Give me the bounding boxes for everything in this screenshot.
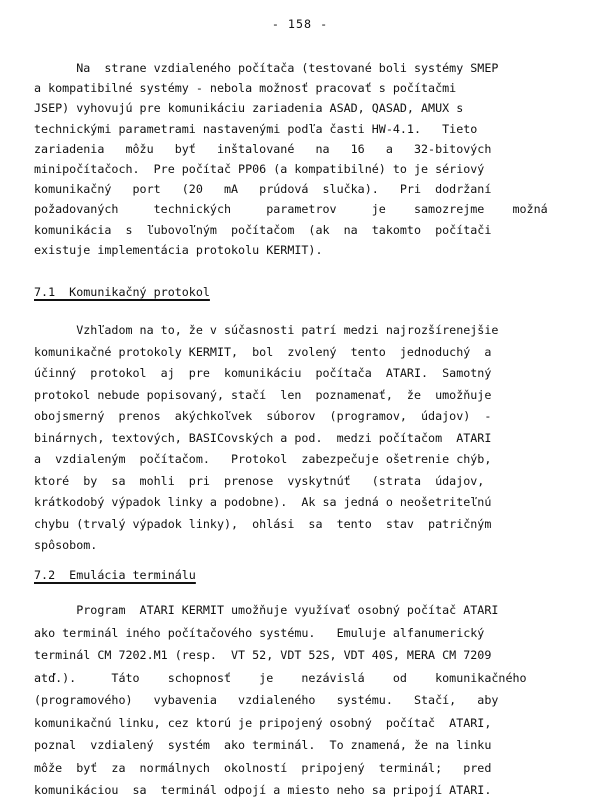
text-line: terminál CM 7202.M1 (resp. VT 52, VDT 52S, VDT 40S, MERA CM 7209 [34,648,492,662]
text-line: existuje implementácia protokolu KERMIT). [34,242,323,257]
text-line: komunikácia s ľubovoľným počítačom (ak na takomto počítači [34,222,492,237]
text-line: účinný protokol aj pre komunikáciu počítača ATARI. Samotný [34,366,492,380]
section-heading-7-1: 7.1 Komunikačný protokol [34,285,210,299]
text-line: komunikačnú linku, cez ktorú je pripojený osobný počítač ATARI, [34,715,492,730]
text-line: Program ATARI KERMIT umožňuje využívať osobný počítač ATARI [34,603,499,617]
text-line: JSEP) vyhovujú pre komunikáciu zariadenia ASAD, QASAD, AMUX s [34,101,464,116]
text-line: obojsmerný prenos akýchkoľvek súborov (programov, údajov) - [34,409,492,423]
text-line: binárnych, textových, BASICovských a pod. medzi počítačom ATARI [34,430,492,445]
text-line: Na strane vzdialeného počítača (testované boli systémy SMEP [34,61,499,75]
text-line: ako terminál iného počítačového systému. Emuluje alfanumerický [34,625,485,640]
text-line: komunikačný port (20 mA prúdová slučka). Pri dodržaní [34,182,492,197]
text-line: chybu (trvalý výpadok linky), ohlási sa tento stav patričným [34,516,492,531]
text-line: komunikačné protokoly KERMIT, bol zvolený tento jednoduchý a [34,344,492,359]
text-line: spôsobom. [34,538,98,552]
text-line: krátkodobý výpadok linky a podobne). Ak sa jedná o neošetriteľnú [34,495,492,509]
text-line: a kompatibilné systémy - nebola možnosť pracovať s počítačmi [34,81,457,96]
text-line: minipočítačoch. Pre počítač PP06 (a kompatibilné) to je sériový [34,162,485,176]
text-line: technickými parametrami nastavenými podľa časti HW-4.1. Tieto [34,121,478,136]
text-line: požadovaných technických parametrov je samozrejme možná [34,202,548,217]
text-line: a vzdialeným počítačom. Protokol zabezpečuje ošetrenie chýb, [34,452,492,466]
page-number: - 158 - [271,17,329,31]
text-line: komunikáciou sa terminál odpojí a miesto neho sa pripojí ATARI. [34,783,492,797]
text-line: (programového) vybavenia vzdialeného systému. Stačí, aby [34,693,499,707]
text-line: Vzhľadom na to, že v súčasnosti patrí medzi najrozšírenejšie [34,323,499,337]
text-line: atď.). Táto schopnosť je nezávislá od komunikačného [34,670,527,685]
section-heading-7-2: 7.2 Emulácia terminálu [34,568,196,582]
text-line: protokol nebude popisovaný, stačí len poznamenať, že umožňuje [34,387,492,402]
text-line: zariadenia môžu byť inštalované na 16 a 32-bitových [34,141,492,156]
text-line: poznal vzdialený systém ako terminál. To znamená, že na linku [34,738,492,752]
text-line: môže byť za normálnych okolností pripojený terminál; pred [34,760,492,775]
text-line: ktoré by sa mohli pri prenose vyskytnúť (strata údajov, [34,473,485,488]
